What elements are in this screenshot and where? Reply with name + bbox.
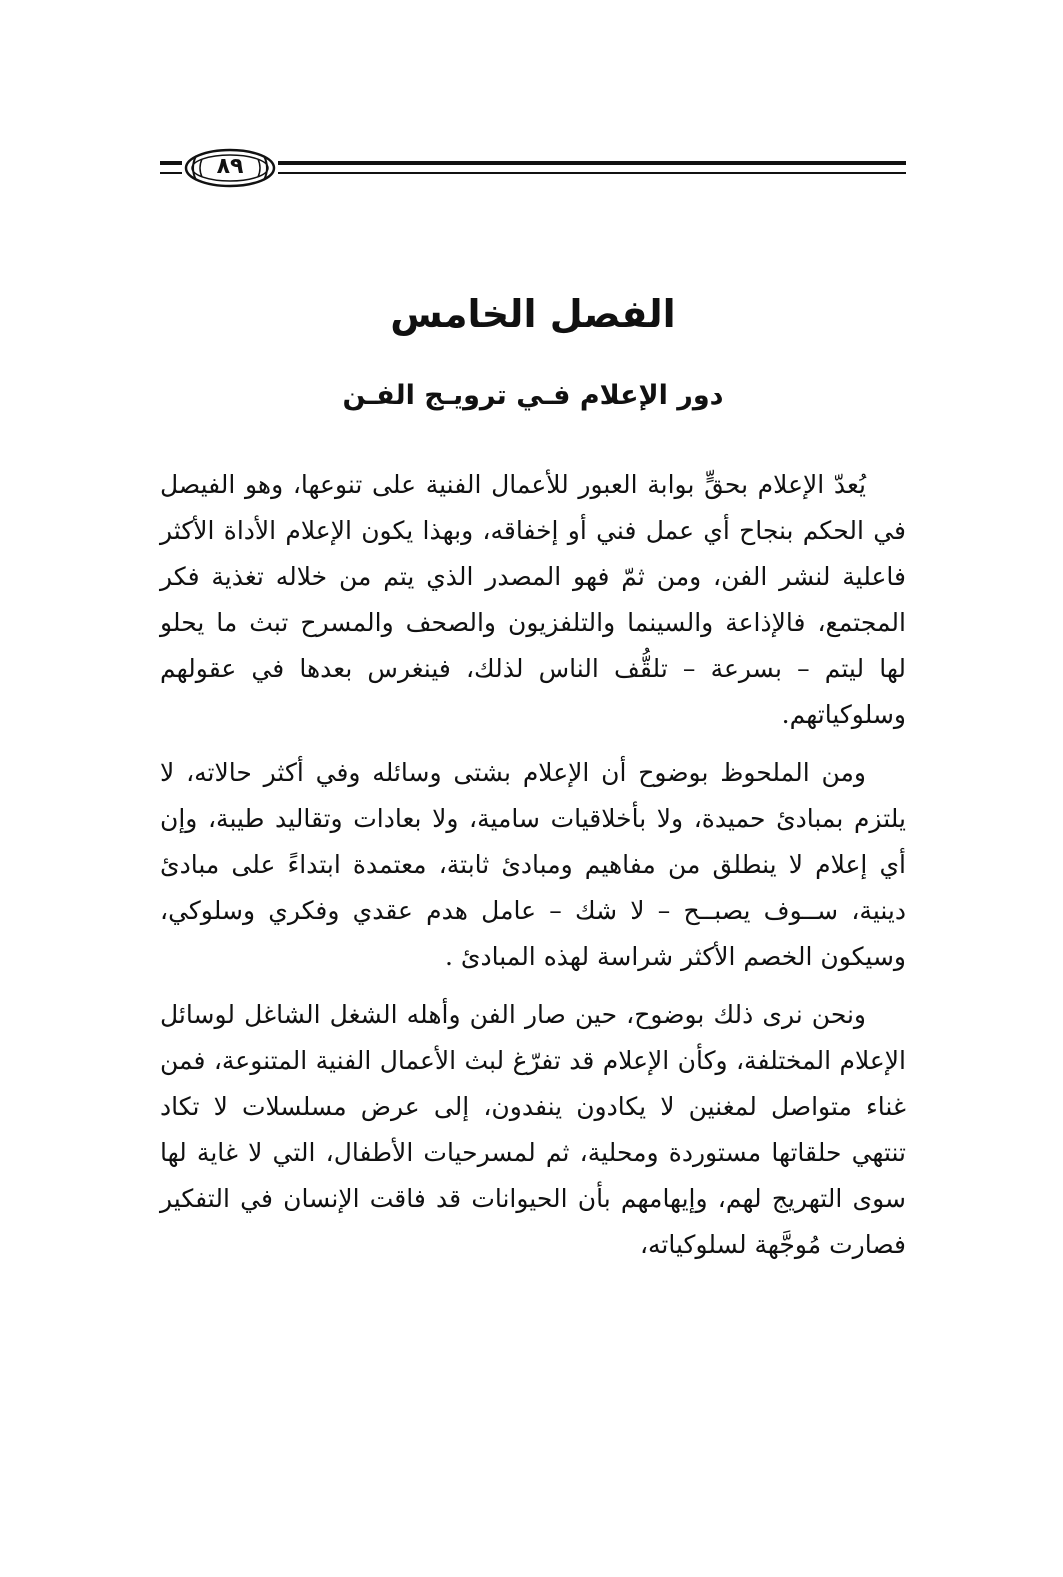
paragraph-3: ونحن نرى ذلك بوضوح، حين صار الفن وأهله الشغل الشاغل لوسائل الإعلام المختلفة، وكأن الإعلام قد تفرّغ لبث الأعمال الفنية المتنوعة، فمن غناء متواصل لمغنين لا يكادون ينفدون، إلى عرض مسلسلات لا تكاد تنتهي حلقاتها مستوردة ومحلية، ثم لمسرحيات الأطفال، التي لا غاية لها سوى التهريج لهم، وإيهامهم بأن الحيوانات قد فاقت الإنسان في التفكير فصارت مُوجَّهة لسلوكياته، (160, 1000, 906, 1259)
header-rule-left (160, 161, 182, 174)
chapter-subtitle: دور الإعلام فـي ترويـج الفـن (342, 380, 724, 411)
chapter-title: الفصل الخامس (390, 292, 676, 336)
page-number-frame (184, 148, 276, 188)
body-text (160, 462, 906, 1280)
page-header (160, 148, 906, 198)
paragraph-1: يُعدّ الإعلام بحقٍّ بوابة العبور للأعمال الفنية على تنوعها، وهو الفيصل في الحكم بنجاح أي عمل فني أو إخفاقه، وبهذا يكون الإعلام الأداة الأكثر فاعلية لنشر الفن، ومن ثمّ فهو المصدر الذي يتم من خلاله تغذية فكر المجتمع، فالإذاعة والسينما والتلفزيون والصحف والمسرح تبث ما يحلو لها ليتم – بسرعة – تلقُّف الناس لذلك، فينغرس بعدها في عقولهم وسلوكياتهم. (160, 470, 906, 729)
header-rule-right (278, 161, 906, 174)
paragraph-2: ومن الملحوظ بوضوح أن الإعلام بشتى وسائله وفي أكثر حالاته، لا يلتزم بمبادئ حميدة، ولا بأخلاقيات سامية، ولا بعادات وتقاليد طيبة، وإن أي إعلام لا ينطلق من مفاهيم ومبادئ ثابتة، معتمدة ابتداءً على مبادئ دينية، ســوف يصبــح – لا شك – عامل هدم عقدي وفكري وسلوكي، وسيكون الخصم الأكثر شراسة لهذه المبادئ . (160, 758, 906, 971)
page-number: ٨٩ (216, 154, 244, 179)
